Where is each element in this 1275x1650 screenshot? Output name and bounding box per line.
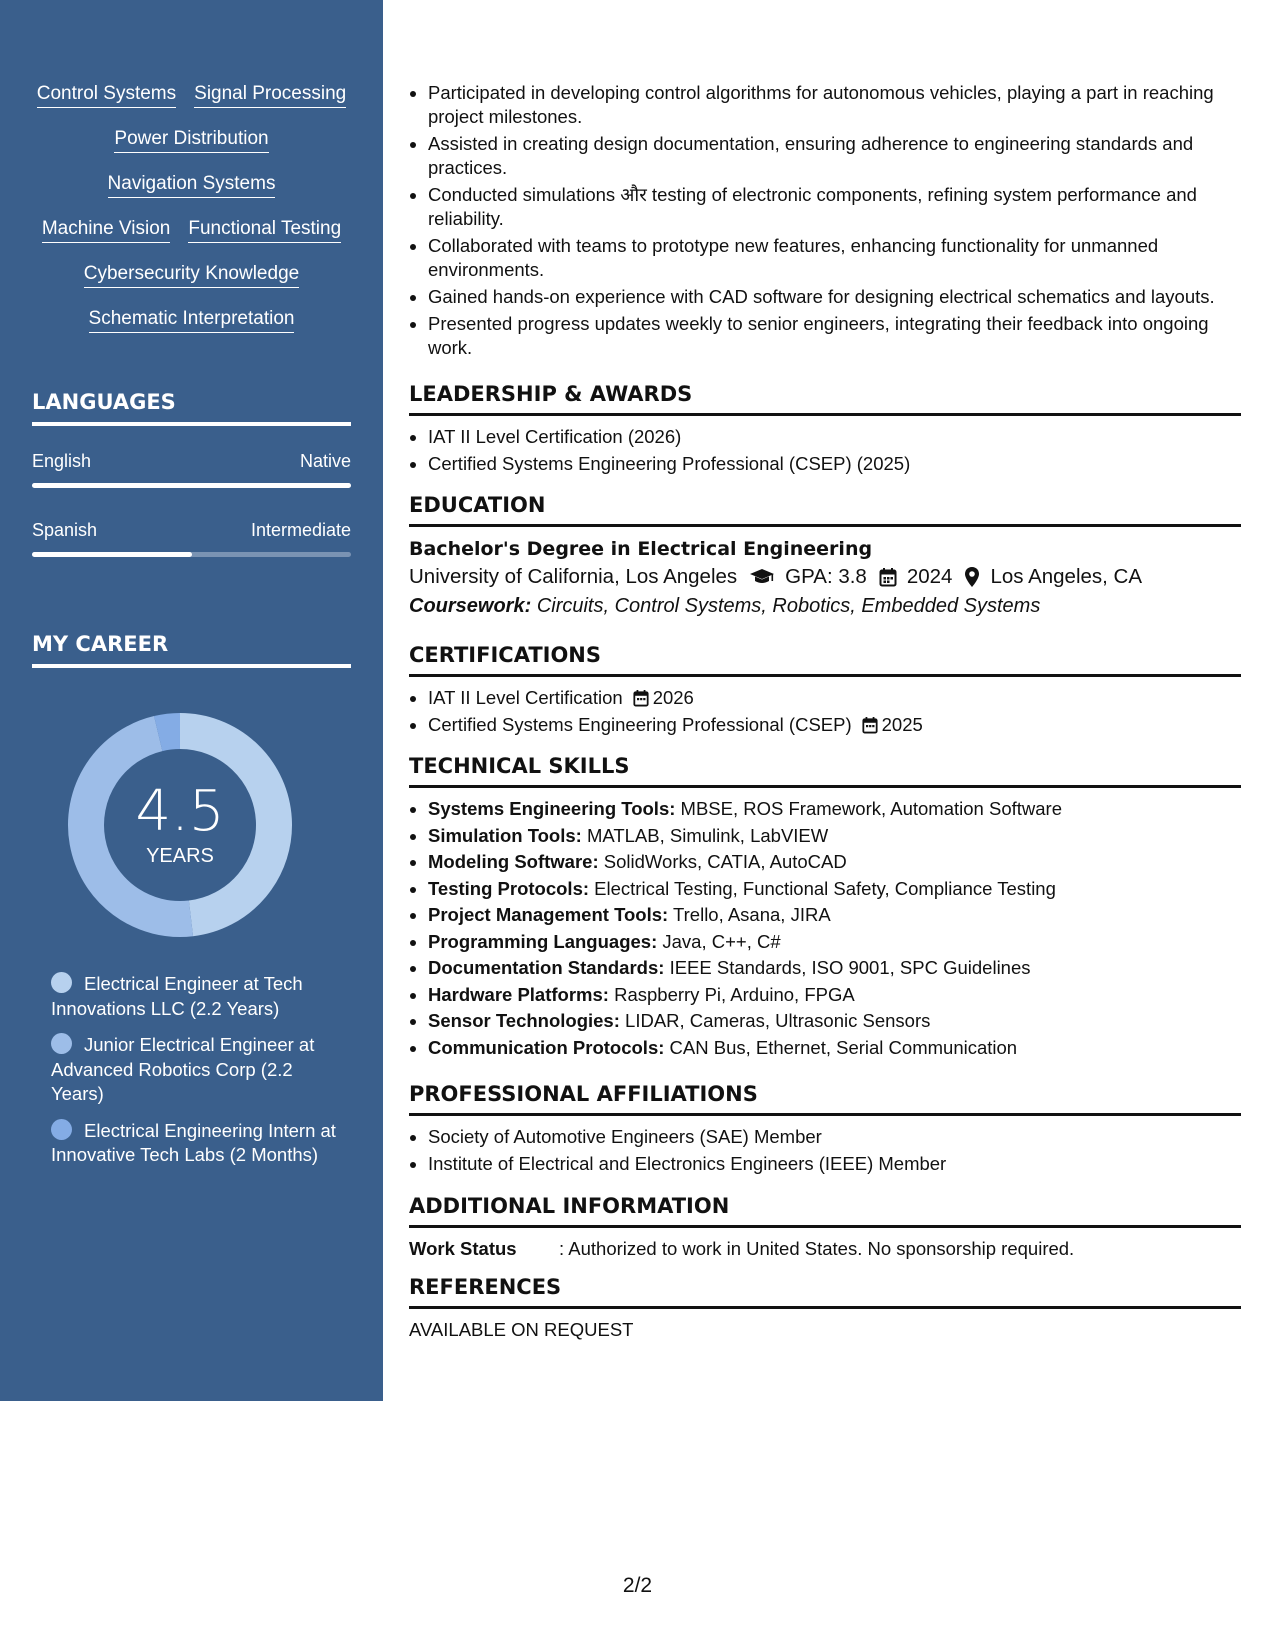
work-status-label: Work Status: [409, 1238, 517, 1259]
skill-value: SolidWorks, CATIA, AutoCAD: [603, 851, 847, 872]
section-title: TECHNICAL SKILLS: [409, 752, 1241, 788]
sidebar: [0, 0, 383, 1401]
coursework-value: Circuits, Control Systems, Robotics, Embedded Systems: [536, 595, 1041, 617]
skill-row: [0, 127, 383, 172]
skill-value: LIDAR, Cameras, Ultrasonic Sensors: [625, 1010, 931, 1031]
skill-label: Programming Languages:: [428, 930, 658, 952]
skill-value: Trello, Asana, JIRA: [673, 904, 831, 925]
school-name: University of California, Los Angeles: [409, 565, 738, 588]
skill-label: Hardware Platforms:: [428, 983, 609, 1005]
skill-tag: Navigation Systems: [108, 172, 276, 198]
list-item: [409, 850, 1241, 874]
list-item: [409, 686, 1241, 710]
skill-tag: Functional Testing: [188, 217, 341, 243]
technical-skills-section: [409, 752, 1241, 1062]
certification-year: 2026: [652, 687, 694, 708]
list-item: Society of Automotive Engineers (SAE) Member: [409, 1125, 1241, 1149]
list-item: Collaborated with teams to prototype new features, enhancing functionality for unmanned environments.: [409, 234, 1241, 282]
section-title: EDUCATION: [409, 491, 1241, 527]
career-item: [51, 1119, 341, 1168]
career-donut-chart: [67, 712, 293, 938]
skill-label: Documentation Standards:: [428, 957, 665, 978]
skill-tag: Schematic Interpretation: [89, 307, 295, 333]
skill-label: Testing Protocols:: [428, 877, 590, 899]
section-title: REFERENCES: [409, 1273, 1241, 1309]
skill-tag: Control Systems: [37, 82, 176, 108]
language-spanish: [32, 519, 351, 557]
skill-label: Systems Engineering Tools:: [428, 798, 676, 819]
language-name: English: [32, 451, 92, 471]
list-item: [409, 1009, 1241, 1033]
language-level: Intermediate: [250, 520, 351, 540]
career-item: [51, 972, 341, 1021]
additional-info-section: [409, 1192, 1241, 1261]
list-item: Conducted simulations और testing of electronic components, refining system performance and reliability.: [409, 183, 1241, 231]
list-item: Institute of Electrical and Electronics Engineers (IEEE) Member: [409, 1152, 1241, 1176]
language-bar-fill: [32, 552, 192, 557]
skill-label: Simulation Tools:: [428, 824, 582, 846]
degree-title: Bachelor's Degree in Electrical Engineering: [409, 538, 873, 560]
list-item: Certified Systems Engineering Professional (CSEP) (2025): [409, 452, 1241, 476]
leadership-section: [409, 380, 1241, 479]
career-dot: [51, 1119, 72, 1140]
list-item: [409, 797, 1241, 821]
gpa: GPA: 3.8: [785, 565, 867, 588]
skill-row: [0, 82, 383, 127]
career-item-text: Electrical Engineer at Tech Innovations LLC (2.2 Years): [51, 973, 303, 1019]
career-item-text: Junior Electrical Engineer at Advanced Robotics Corp (2.2 Years): [51, 1034, 315, 1104]
work-status-value: : Authorized to work in United States. No sponsorship required.: [559, 1238, 1075, 1259]
skill-value: MBSE, ROS Framework, Automation Software: [680, 798, 1062, 819]
section-title: PROFESSIONAL AFFILIATIONS: [409, 1080, 1241, 1116]
certification-name: Certified Systems Engineering Professional (CSEP): [428, 714, 852, 735]
skill-label: Sensor Technologies:: [428, 1010, 620, 1031]
skill-label: Modeling Software:: [428, 851, 599, 872]
list-item: Presented progress updates weekly to senior engineers, integrating their feedback into ongoing work.: [409, 312, 1241, 360]
graduation-cap-icon: [749, 568, 775, 586]
work-status: [409, 1237, 1241, 1261]
calendar-icon: [879, 567, 897, 587]
skill-value: Java, C++, C#: [662, 930, 781, 952]
language-bar: [32, 483, 351, 488]
skill-tag: Cybersecurity Knowledge: [84, 262, 299, 288]
career-dot: [51, 972, 72, 993]
career-list: [51, 972, 341, 1180]
list-item: [409, 930, 1241, 954]
skill-row: [0, 262, 383, 307]
language-level: Native: [299, 451, 351, 471]
skill-label: Project Management Tools:: [428, 904, 669, 925]
graduation-year: 2024: [906, 565, 953, 588]
coursework-label: Coursework:: [409, 595, 532, 617]
skill-value: MATLAB, Simulink, LabVIEW: [586, 824, 829, 846]
section-title: ADDITIONAL INFORMATION: [409, 1192, 1241, 1228]
language-bar: [32, 552, 351, 557]
career-heading: MY CAREER: [32, 630, 351, 668]
certifications-section: [409, 641, 1241, 740]
list-item: [409, 713, 1241, 737]
skill-tag: Machine Vision: [42, 217, 171, 243]
list-item: [409, 983, 1241, 1007]
list-item: IAT II Level Certification (2026): [409, 425, 1241, 449]
page-number: 2/2: [622, 1574, 653, 1597]
section-title: CERTIFICATIONS: [409, 641, 1241, 677]
languages-heading: LANGUAGES: [32, 388, 351, 426]
calendar-icon: [862, 716, 878, 734]
language-bar-fill: [32, 483, 351, 488]
list-item: [409, 956, 1241, 980]
list-item: [409, 1036, 1241, 1060]
certification-year: 2025: [881, 714, 923, 735]
school-location: Los Angeles, CA: [990, 565, 1143, 588]
skill-tag: Signal Processing: [194, 82, 346, 108]
list-item: Gained hands-on experience with CAD software for designing electrical schematics and layouts.: [409, 285, 1241, 309]
skill-row: [0, 217, 383, 262]
list-item: Participated in developing control algorithms for autonomous vehicles, playing a part in reaching project milestones.: [409, 81, 1241, 129]
references-text: AVAILABLE ON REQUEST: [409, 1319, 634, 1340]
career-item-text: Electrical Engineering Intern at Innovative Tech Labs (2 Months): [51, 1119, 336, 1165]
education-section: [409, 491, 1241, 620]
references-section: [409, 1273, 1241, 1342]
section-title: LEADERSHIP & AWARDS: [409, 380, 1241, 416]
skills-list: [0, 82, 383, 352]
certification-name: IAT II Level Certification: [428, 687, 623, 708]
experience-bullets: [409, 81, 1241, 363]
skill-value: Raspberry Pi, Arduino, FPGA: [614, 983, 855, 1005]
skill-row: [0, 172, 383, 217]
skill-value: IEEE Standards, ISO 9001, SPC Guidelines: [669, 957, 1031, 978]
skill-value: CAN Bus, Ethernet, Serial Communication: [669, 1036, 1018, 1058]
language-english: [32, 450, 351, 488]
list-item: [409, 903, 1241, 927]
list-item: [409, 877, 1241, 901]
calendar-icon: [633, 689, 649, 707]
career-dot: [51, 1033, 72, 1054]
career-item: [51, 1033, 341, 1107]
location-pin-icon: [964, 566, 980, 588]
list-item: [409, 824, 1241, 848]
education-details: [409, 562, 1241, 592]
list-item: Assisted in creating design documentation, ensuring adherence to engineering standards and practices.: [409, 132, 1241, 180]
coursework: [409, 592, 1241, 620]
language-name: Spanish: [32, 520, 98, 540]
affiliations-section: [409, 1080, 1241, 1179]
career-years-unit: YEARS: [146, 845, 214, 867]
skill-label: Communication Protocols:: [428, 1036, 665, 1058]
skill-value: Electrical Testing, Functional Safety, Compliance Testing: [594, 877, 1056, 899]
career-years-number: 4.5: [135, 779, 225, 844]
skill-row: [0, 307, 383, 352]
skill-tag: Power Distribution: [114, 127, 268, 153]
